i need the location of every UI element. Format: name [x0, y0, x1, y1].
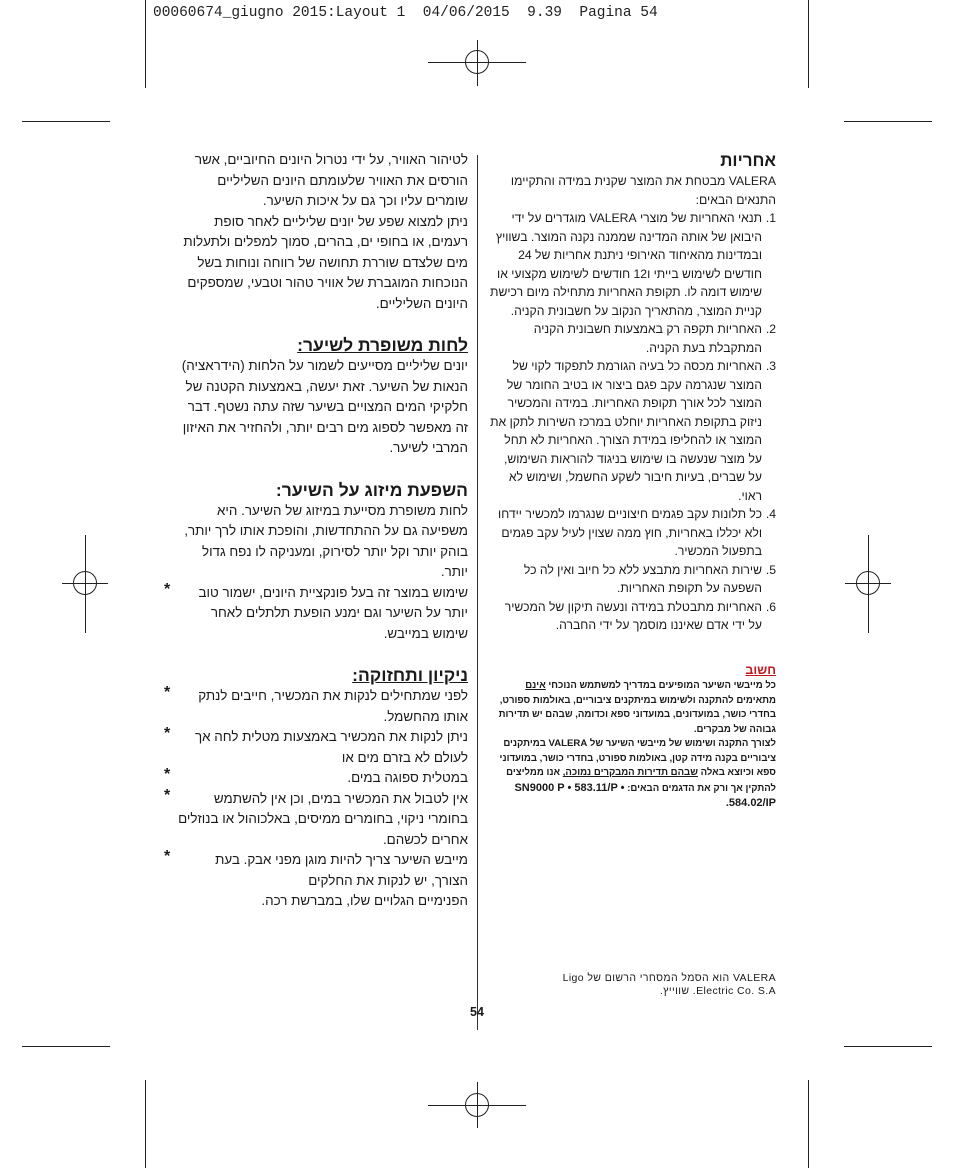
paragraph: יונים שליליים מסייעים לשמור על הלחות (הידראציה) הנאות של השיער. זאת יעשה, באמצעות הקטנה של חלקיקי המים המצויים בשיער שזה עתה נשטף. דבר זה מאפשר לספוג מים רבים יותר, ולהחזיר את האיזון המרבי לשיער.: [181, 358, 468, 455]
notice-text: לצורך התקנה ושימוש של מייבשי השיער של VALERA במיתקנים ציבוריים בקנה מידה קטן, באולמות ספורט, בחדרי כושר, במועדוני ספא וכיוצא באלה: [499, 738, 776, 778]
column-divider: [477, 155, 478, 1030]
crop-mark: [808, 1080, 809, 1168]
item-text: האחריות תקפה רק באמצעות חשבונית הקניה המתקבלת בעת הקניה.: [533, 322, 762, 355]
item-text: לפני שמתחילים לנקות את המכשיר, חייבים לנתק אותו מהחשמל.: [198, 688, 468, 724]
list-item: [164, 725, 468, 768]
crop-mark: [145, 1080, 146, 1168]
item-text: אין לטבול את המכשיר במים, וכן אין להשתמש בחומרי ניקוי, בחומרים ממיסים, באלכוהול או בנוזלים אחרים לכשהם.: [178, 790, 468, 847]
crop-mark: [844, 1046, 932, 1047]
paragraph: לחות משופרת מסייעת במיזוג של השיער. היא משפיעה גם על ההתחדשות, והופכת אותו לרך יותר, בוהק יותר וקל יותר לסירוק, ומעניקה לו נפח גדול יותר.: [184, 502, 468, 579]
list-item: [489, 209, 776, 320]
paragraph: הפנימיים הגלויים שלו, במברשת רכה.: [261, 893, 468, 908]
important-body: [489, 679, 776, 812]
condition-heading: השפעת מיזוג על השיער:: [275, 479, 468, 500]
list-item: [164, 848, 468, 891]
notice-text: מתאימים להתקנה ולשימוש במיתקנים ציבוריים, באולמות ספורט, בחדרי כושר, במועדונים, במועדוני ספא וכדומה, שבהם יש תדירות גבוהה של מבקרים.: [498, 694, 776, 735]
registration-circle-icon: [73, 571, 97, 595]
list-item: [489, 561, 776, 598]
asterisk-icon: *: [164, 580, 171, 598]
cleaning-list: [164, 684, 468, 891]
important-title: חשוב: [745, 662, 776, 677]
item-number: 5.: [765, 562, 776, 577]
item-number: 2.: [765, 322, 776, 336]
notice-underline: שבהם תדירות המבקרים נמוכה,: [562, 767, 698, 778]
condition-list: [164, 580, 468, 645]
asterisk-icon: *: [164, 766, 171, 783]
notice-underline: אינם: [525, 680, 546, 691]
warranty-list: [489, 209, 776, 635]
crop-mark: [808, 0, 809, 88]
asterisk-icon: *: [164, 786, 171, 804]
crop-mark: [145, 0, 146, 88]
notice-text: אנו ממליצים להתקין אך ורק את הדגמים הבאים:: [506, 767, 776, 794]
cleaning-heading: ניקיון ותחזוקה:: [352, 665, 468, 685]
list-item: [164, 684, 468, 727]
item-number: 6.: [765, 599, 776, 614]
item-text: שימוש במוצר זה בעל פונקציית היונים, ישמור טוב יותר על השיער וגם ימנע הופעת תלתלים לאחר שימוש במייבש.: [198, 584, 468, 641]
item-text: במטלית ספוגה במים.: [347, 770, 468, 785]
paragraph: לטיהור האוויר, על ידי נטרול היונים החיוביים, אשר הורסים את האוויר שלעומתם היונים השליליים שומרים עליו וכך גם על איכות השיער.: [194, 152, 468, 208]
crop-mark: [844, 121, 932, 122]
item-text: מייבש השיער צריך להיות מוגן מפני אבק. בעת הצורך, יש לנקות את החלקים: [215, 852, 468, 888]
item-number: 4.: [765, 507, 776, 521]
list-item: [489, 320, 776, 357]
notice-text: כל מייבשי השיער המופיעים במדריך למשתמש הנוכחי: [545, 680, 776, 691]
registration-circle-icon: [465, 50, 489, 74]
item-number: 3.: [765, 359, 776, 373]
list-item: [489, 598, 776, 635]
item-text: האחריות מכסה כל בעיה הגורמת לתפקוד לקוי של המוצר שנגרמה עקב פגם ביצור או בטיב החומר של המוצר לכל אורך תקופת האחריות. במידה והמכשיר ניזוק בתקופת האחריות יוחלט במרכז השירות לתקן את המוצר או להחליפו במידת הצורך. האחריות לא תחל על מוצר שנעשה בו שימוש בניגוד להוראות השימוש, על שברים, בעיות חיבור לשקע החשמל, ושימוש לא ראוי.: [490, 359, 762, 503]
item-text: האחריות מתבטלת במידה ונעשה תיקון של המכשיר על ידי אדם שאיננו מוסמך על ידי החברה.: [504, 599, 762, 632]
important-notice: [489, 661, 776, 812]
paragraph: ניתן למצוא שפע של יונים שליליים לאחר סופת רעמים, או בחופי ים, בהרים, סמוך למפלים ולתעלות מים שלצדם שוררת תחושה של רווחה ונוחות בשל הנוכחות המוגברת של אוויר טהור וטבעי, שמספקים היונים השליליים.: [183, 213, 468, 311]
crop-mark: [22, 121, 110, 122]
warranty-heading: אחריות: [720, 151, 776, 170]
list-item: [164, 786, 468, 851]
list-item: [164, 766, 468, 789]
registration-circle-icon: [465, 1093, 489, 1117]
asterisk-icon: *: [164, 684, 171, 701]
slug-line: 00060674_giugno 2015:Layout 1 04/06/2015 9.39 Pagina 54: [153, 5, 658, 21]
list-item: [489, 357, 776, 505]
list-item: [489, 505, 776, 561]
model-list: SN9000 P • 583.11/P • 584.02/IP.: [514, 781, 776, 809]
page-number: 54: [470, 1005, 484, 1019]
ionic-column: [164, 150, 468, 912]
item-number: 1.: [765, 211, 776, 225]
warranty-intro: VALERA מבטחת את המוצר שקנית במידה והתקיימו התנאים הבאים:: [510, 174, 776, 207]
item-text: ניתן לנקות את המכשיר באמצעות מטלית לחה אך לעולם לא בזרם מים או: [195, 729, 468, 765]
trademark-note: VALERA הוא הסמל המסחרי הרשום של Ligo Electric Co. S.A. שווייץ.: [562, 972, 776, 997]
asterisk-icon: *: [164, 725, 171, 742]
item-text: כל תלונות עקב פגמים חיצוניים שנגרמו למכשיר יידחו ולא יכללו באחריות, חוץ ממה שצוין לעיל עקב פגמים בתפעול המכשיר.: [498, 507, 762, 558]
registration-circle-icon: [856, 571, 880, 595]
crop-mark: [22, 1046, 110, 1047]
asterisk-icon: *: [164, 848, 171, 865]
item-text: תנאי האחריות של מוצרי VALERA מוגדרים על ידי היבואן של אותה המדינה שממנה נקנה המוצר. בשוויץ ובמדינות מהאיחוד האירופי ניתנת אחריות של 24 חודשים לשימוש בייתי ו12 חודשים לשימוש מקצועי או שימוש דומה לו. תקופת האחריות מתחילה מיום רכישת קניית המוצר, מהתאריך הנקוב על חשבונית הקניה.: [490, 211, 762, 318]
warranty-column: [489, 150, 776, 812]
item-text: שירות האחריות מתבצע ללא כל חיוב ואין לה כל השפעה על תקופת האחריות.: [523, 562, 762, 595]
list-item: [164, 580, 468, 645]
scalp-heading: לחות משופרת לשיער:: [297, 335, 468, 355]
